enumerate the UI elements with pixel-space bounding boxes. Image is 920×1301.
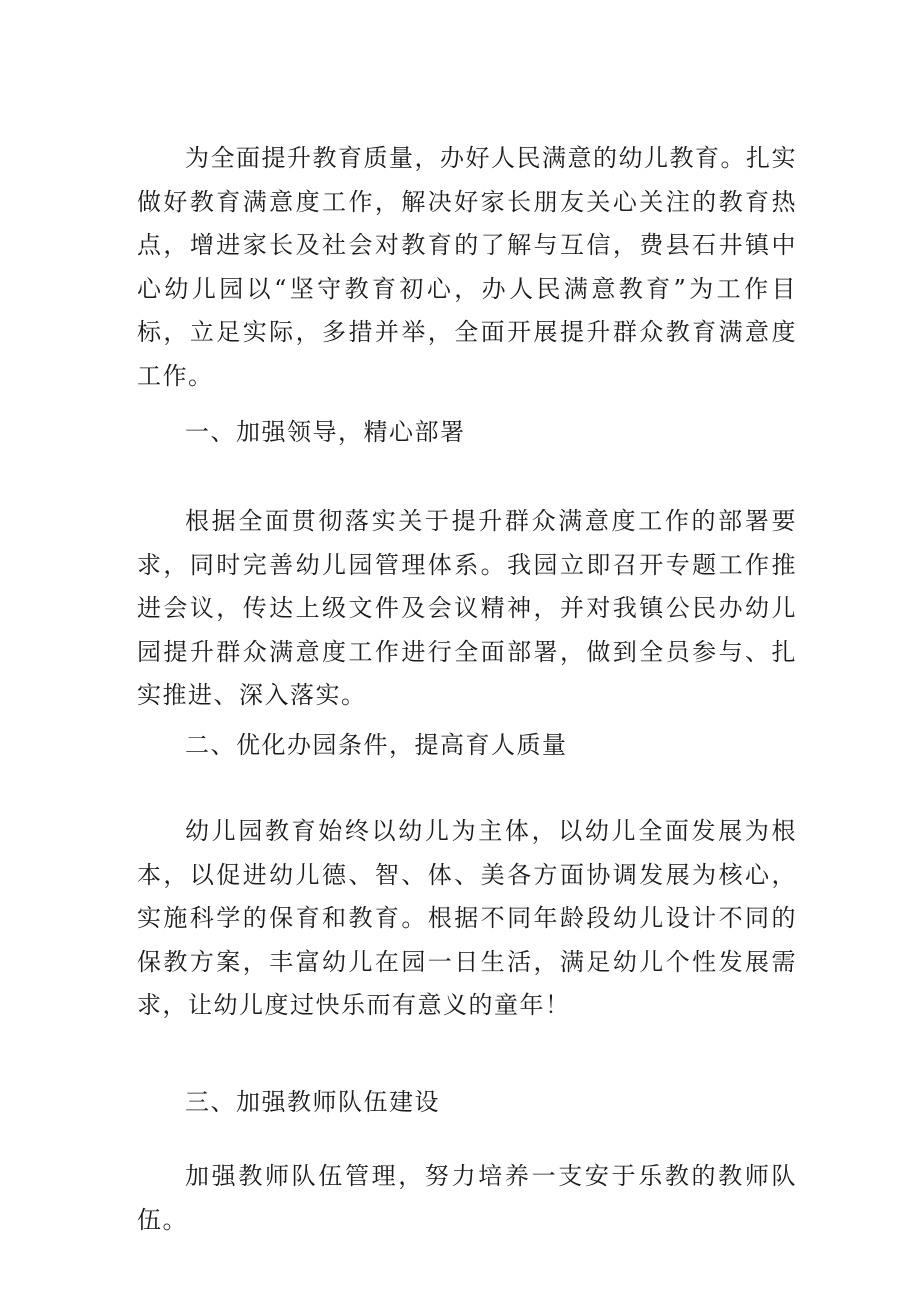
section-heading-2: 二、优化办园条件，提高育人质量: [185, 731, 568, 759]
section-3-paragraph: 加强教师队伍管理，努力培养一支安于乐教的教师队伍。: [137, 1162, 797, 1234]
section-heading-3: 三、加强教师队伍建设: [185, 1088, 440, 1116]
intro-paragraph: 为全面提升教育质量，办好人民满意的幼儿教育。扎实做好教育满意度工作，解决好家长朋友关心关注的教育热点，增进家长及社会对教育的了解与互信，费县石井镇中心幼儿园以“坚守教育初心，办人民满意教育”为工作目标，立足实际，多措并举，全面开展提升群众教育满意度工作。: [137, 144, 797, 390]
section-heading-1: 一、加强领导，精心部署: [185, 418, 466, 446]
section-1-paragraph: 根据全面贯彻落实关于提升群众满意度工作的部署要求，同时完善幼儿园管理体系。我园立即召开专题工作推进会议，传达上级文件及会议精神，并对我镇公民办幼儿园提升群众满意度工作进行全面部署，做到全员参与、扎实推进、深入落实。: [137, 507, 797, 709]
section-2-paragraph: 幼儿园教育始终以幼儿为主体，以幼儿全面发展为根本，以促进幼儿德、智、体、美各方面协调发展为核心，实施科学的保育和教育。根据不同年龄段幼儿设计不同的保教方案，丰富幼儿在园一日生活，满足幼儿个性发展需求，让幼儿度过快乐而有意义的童年！: [137, 817, 797, 1019]
